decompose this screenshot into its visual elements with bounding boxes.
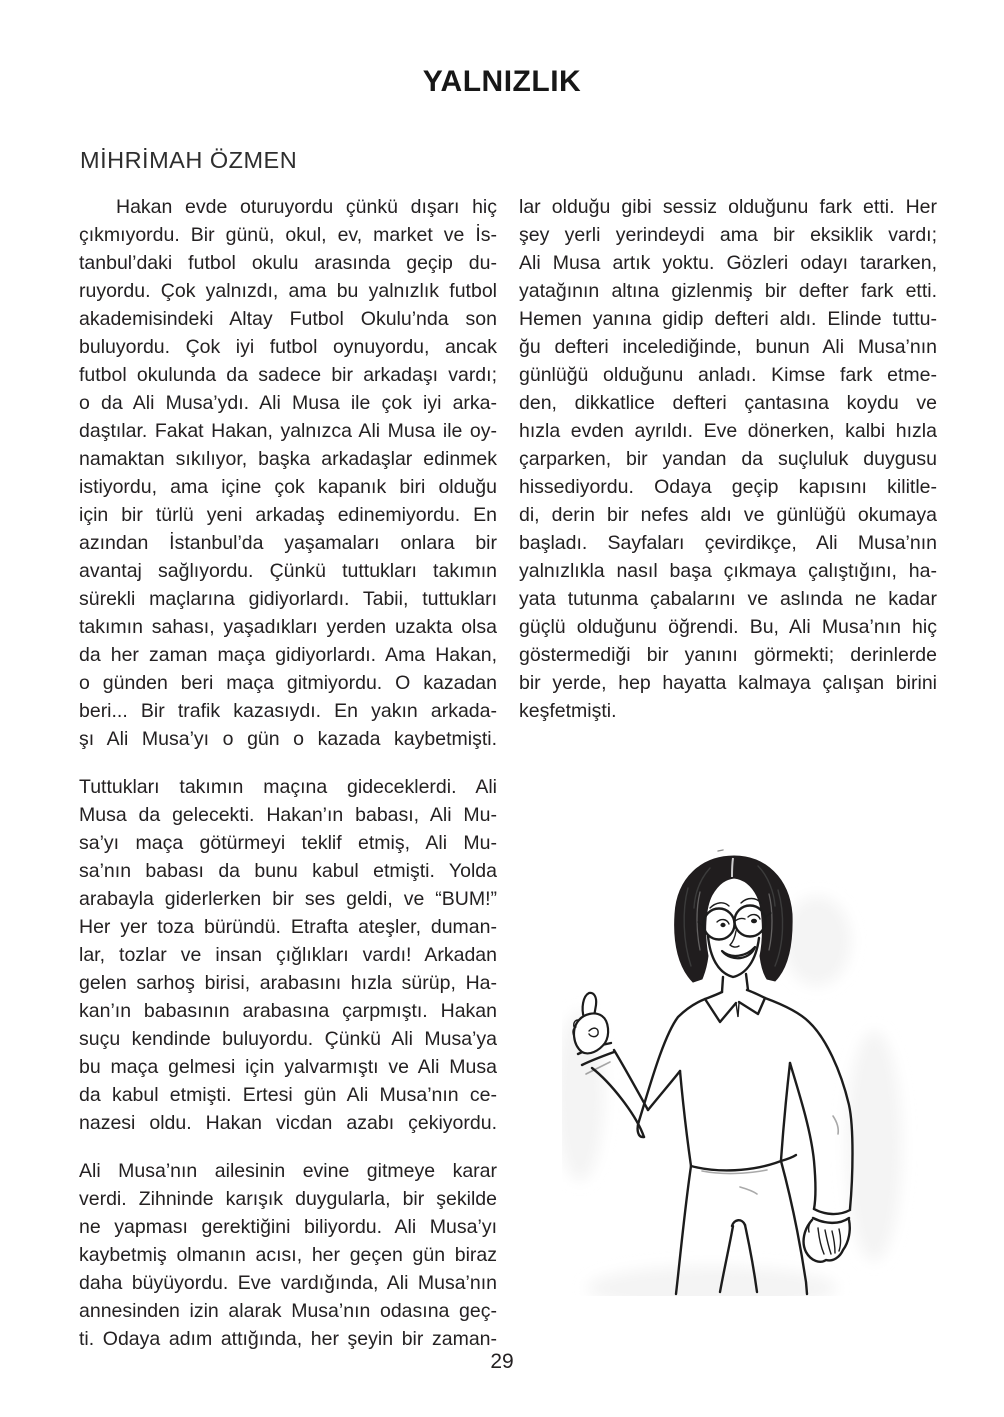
text-line: yatağının altına gizlenmiş bir defter fark etti. [519,280,937,302]
collar [705,974,765,1022]
text-line: çıkmıyordu. Bir günü, okul, ev, market ve İs- [79,224,497,246]
text-line: göstermediği bir yanını görmekti; derinlerde [519,644,937,666]
text-line: di, derin bir nefes aldı ve günlüğü okumaya [519,504,937,526]
text-line: da kabul etmişti. Ertesi gün Ali Musa’nın ce- [79,1084,497,1106]
text-line: futbol okulunda da sadece bir arkadaşı vardı; [79,364,497,386]
text-line: daha büyüyordu. Eve vardığında, Ali Musa’nın [79,1272,497,1294]
pointing-woman-illustration [562,846,1002,1296]
text-column-right [519,193,937,725]
paragraph [519,193,937,725]
text-line: için bir türlü yeni arkadaş edinemiyordu. En [79,504,497,526]
text-line: sa’yı maça götürmeyi teklif etmiş, Ali Mu- [79,832,497,854]
pointing-hand [573,993,608,1054]
text-line: o da Ali Musa’ydı. Ali Musa ile çok iyi arka- [79,392,497,414]
text-line: gelen sarhoş birisi, arabasını hızla sürüp, Ha- [79,972,497,994]
text-line: ti. Odaya adım attığında, her şeyin bir zaman- [79,1328,497,1350]
text-line: Her yer toza büründü. Etrafta ateşler, duman- [79,916,497,938]
author-name: MİHRİMAH ÖZMEN [80,147,298,173]
text-line: yata tutunma çabalarını ve aslında ne kadar [519,588,937,610]
text-line: lar, tozlar ve insan çığlıkları vardı! Arkadan [79,944,497,966]
text-line: takımın sahası, yaşadıkları yerden uzakta olsa [79,616,497,638]
text-column-left [79,193,497,1353]
text-line: istiyordu, ama içine çok kapanık biri olduğu [79,476,497,498]
paragraph [79,773,497,1137]
text-line: Hemen yanına gidip defteri aldı. Elinde tuttu- [519,308,937,330]
text-line: kaybetmiş olmanın acısı, her geçen gün biraz [79,1244,497,1266]
text-line: den, dikkatlice defteri çantasına koydu ve [519,392,937,414]
page-number: 29 [490,1350,514,1373]
text-line: ğu defteri incelediğinde, bunun Ali Musa’nın [519,336,937,358]
text-line: keşfetmişti. [519,700,617,722]
text-line: hızla evden ayrıldı. Eve dönerken, kalbi hızla [519,420,937,442]
text-line: Musa da gelecekti. Hakan’ın babası, Ali Mu- [79,804,497,826]
text-line: daştılar. Fakat Hakan, yalnızca Ali Musa ile oy- [79,420,497,442]
text-line: Tuttukları takımın maçına gideceklerdi. Ali [79,776,497,798]
text-line: beri... Bir trafik kazasıydı. En yakın arkada- [79,700,497,722]
text-line: Hakan evde oturuyordu çünkü dışarı hiç [116,196,497,218]
text-line: Ali Musa’nın ailesinin evine gitmeye karar [79,1160,497,1182]
text-line: başladı. Sayfaları çevirdikçe, Ali Musa’nın [519,532,937,554]
text-line: sürekli maçlarına gidiyorlardı. Tabii, tuttukları [79,588,497,610]
head [675,850,792,982]
text-line: bu maça gelmesi için yalvarmıştı ve Ali Musa [79,1056,497,1078]
paragraph [79,1157,497,1353]
text-line: akademisindeki Altay Futbol Okulu’nda son [79,308,497,330]
text-line: sa’nın babası da bunu kabul etmişti. Yolda [79,860,497,882]
text-line: o günden beri maça gitmiyordu. O kazadan [79,672,497,694]
text-line: Ali Musa artık yoktu. Gözleri odayı tararken, [519,252,937,274]
text-line: günlüğü olduğunu anladı. Kimse fark etme- [519,364,937,386]
text-line: şı Ali Musa’yı o gün o kazada kaybetmişti. [79,728,497,750]
text-line: hissediyordu. Odaya geçip kapısını kilitle- [519,476,937,498]
text-line: da her zaman maça gidiyorlardı. Ama Hakan, [79,644,497,666]
text-line: ne yapması gerektiğini biliyordu. Ali Musa’yı [79,1216,497,1238]
page-title: YALNIZLIK [422,65,582,98]
text-line: verdi. Zihninde karışık duygularla, bir şekilde [79,1188,497,1210]
right-eye [751,919,757,924]
text-line: namaktan sıkılıyor, başka arkadaşlar edinmek [79,448,497,470]
text-line: tanbul’daki futbol okulu arasında geçip du- [79,252,497,274]
text-line: azından İstanbul’da yaşamaları onlara bir [79,532,497,554]
text-line: çarparken, bir yandan da suçluluk duygusu [519,448,937,470]
hanging-hand [804,1220,850,1262]
text-line: avantaj sağlıyordu. Çünkü tuttukları takımın [79,560,497,582]
sweater-and-arms [578,998,853,1223]
paragraph [79,193,497,753]
smile [722,947,755,958]
left-eye [720,923,725,927]
text-line: nazesi oldu. Hakan vicdan azabı çekiyordu. [79,1112,497,1134]
text-line: güçlü olduğunu öğrendi. Bu, Ali Musa’nın hiç [519,616,937,638]
round-glasses [698,906,771,940]
text-line: yalnızlıkla nasıl başa çıkmaya çalıştığını, ha- [519,560,937,582]
text-line: bir yerde, hep hayatta kalmaya çalışan birini [519,672,937,694]
text-line: buluyordu. Çok iyi futbol oynuyordu, ancak [79,336,497,358]
text-line: annesinden izin alarak Musa’nın odasına geç- [79,1300,497,1322]
text-line: ruyordu. Çok yalnızdı, ama bu yalnızlık futbol [79,280,497,302]
text-line: lar olduğu gibi sessiz olduğunu fark etti. Her [519,196,937,218]
text-line: şey yerli yerindeydi ama bir eksiklik vardı; [519,224,937,246]
text-line: kan’ın babasının arabasına çarpmıştı. Hakan [79,1000,497,1022]
text-line: arabayla giderlerken bir ses geldi, ve “BUM!” [79,888,497,910]
text-line: suçu kendinde buluyordu. Çünkü Ali Musa’ya [79,1028,497,1050]
